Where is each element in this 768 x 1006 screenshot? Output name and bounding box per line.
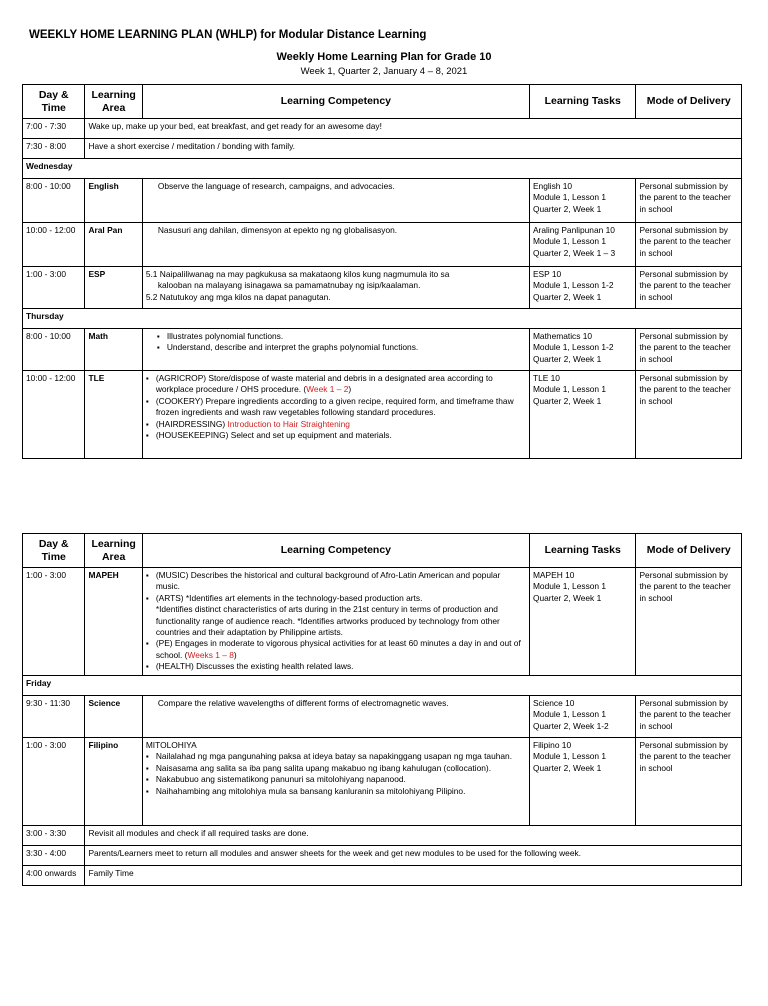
task-line: Module 1, Lesson 1 [532, 192, 607, 203]
col-header-competency: Learning Competency [142, 534, 529, 568]
task-line: Science 10 [532, 698, 575, 708]
task-line: Module 1, Lesson 1-2 [532, 280, 614, 291]
table-row [23, 846, 742, 866]
routine-text: Family Time [85, 866, 742, 886]
competency-text: ) [348, 384, 352, 395]
day-row [23, 159, 742, 179]
competency-text: kalooban na malayang isinagawa sa pamamatnubay ng isip/kaalaman. [157, 280, 421, 291]
task-line: TLE 10 [532, 373, 560, 383]
routine-text: Wake up, make up your bed, eat breakfast, and get ready for an awesome day! [85, 119, 742, 139]
table-row [23, 329, 742, 371]
table-row [23, 568, 742, 676]
learning-area-science: Science [85, 696, 142, 738]
competency-list [146, 751, 526, 797]
learning-area-english: English [85, 179, 142, 223]
time-cell: 8:00 - 10:00 [23, 329, 85, 371]
task-line: Module 1, Lesson 1 [532, 384, 607, 395]
time-cell: 7:30 - 8:00 [23, 139, 85, 159]
competency-cell [142, 568, 529, 676]
learning-area-esp: ESP [85, 267, 142, 309]
col-header-mode: Mode of Delivery [636, 85, 742, 119]
routine-text: Have a short exercise / meditation / bonding with family. [85, 139, 742, 159]
task-line: Module 1, Lesson 1 [532, 709, 607, 720]
time-cell: 1:00 - 3:00 [23, 738, 85, 826]
time-cell: 1:00 - 3:00 [23, 568, 85, 676]
competency-item: ▪ Naihahambing ang mitolohiya mula sa bansang kanluranin sa mitolohiyang Pilipino. [146, 786, 526, 797]
time-cell: 3:00 - 3:30 [23, 826, 85, 846]
competency-item: ▪ Nakabubuo ang sistematikong panunuri sa mitolohiyang napanood. [146, 774, 526, 785]
plan-table-1 [22, 84, 742, 459]
task-line: Araling Panlipunan 10 [532, 225, 615, 235]
mode-cell: Personal submission by the parent to the teacher in school [636, 738, 742, 826]
competency-cell [142, 696, 529, 738]
week-range-highlight: Week 1 – 2 [306, 384, 349, 395]
competency-text: Nasusuri ang dahilan, dimensyon at epekto ng ng globalisasyon. [157, 225, 398, 235]
competency-item [146, 593, 526, 639]
day-label-wednesday: Wednesday [23, 159, 742, 179]
col-header-time: Day & Time [23, 534, 85, 568]
competency-item: ▪ Understand, describe and interpret the graphs polynomial functions. [157, 342, 526, 353]
table-row [23, 371, 742, 459]
col-header-area: Learning Area [85, 534, 142, 568]
mode-cell: Personal submission by the parent to the teacher in school [636, 179, 742, 223]
time-cell: 10:00 - 12:00 [23, 371, 85, 459]
col-header-time: Day & Time [23, 85, 85, 119]
time-cell: 1:00 - 3:00 [23, 267, 85, 309]
day-label-friday: Friday [23, 676, 742, 696]
week-info: Week 1, Quarter 2, January 4 – 8, 2021 [300, 66, 468, 77]
competency-item: ▪ (HOUSEKEEPING) Select and set up equipment and materials. [146, 430, 526, 441]
task-line: Quarter 2, Week 1 [532, 762, 602, 773]
tasks-cell [529, 329, 636, 371]
col-header-mode: Mode of Delivery [636, 534, 742, 568]
competency-text: Observe the language of research, campaigns, and advocacies. [157, 181, 395, 191]
plan-title: Weekly Home Learning Plan for Grade 10 [276, 51, 492, 63]
task-line: Quarter 2, Week 1-2 [532, 720, 609, 731]
table-row [23, 866, 742, 886]
competency-cell [142, 738, 529, 826]
col-header-tasks: Learning Tasks [529, 534, 636, 568]
competency-list [146, 331, 526, 354]
time-cell: 10:00 - 12:00 [23, 223, 85, 267]
plan-table-2 [22, 533, 742, 886]
learning-area-aral-pan: Aral Pan [85, 223, 142, 267]
table-row [23, 826, 742, 846]
competency-item: ▪ (COOKERY) Prepare ingredients according to a given recipe, required form, and timeframe thaw frozen ingredients and wash raw vegetables following standard procedures. [146, 396, 526, 419]
competency-item: ▪ (MUSIC) Describes the historical and cultural background of Afro-Latin American and popular music. [146, 570, 526, 593]
task-line: Filipino 10 [532, 740, 572, 750]
competency-list [146, 570, 526, 673]
day-row [23, 676, 742, 696]
table-row [23, 696, 742, 738]
competency-item [146, 419, 526, 430]
week-range-highlight: Weeks 1 – 8 [187, 649, 234, 660]
task-line: Quarter 2, Week 1 [532, 353, 602, 364]
day-row [23, 309, 742, 329]
tasks-cell [529, 371, 636, 459]
competency-heading: MITOLOHIYA [145, 740, 197, 750]
time-cell: 3:30 - 4:00 [23, 846, 85, 866]
task-line: ESP 10 [532, 269, 562, 279]
competency-text: (ARTS) *Identifies art elements in the technology-based production arts. [155, 592, 423, 603]
table-row [23, 267, 742, 309]
competency-text: 5.1 Naipaliliwanag na may pagkukusa sa makataong kilos kung nagmumula ito sa [145, 269, 450, 279]
competency-item: ▪ Nailalahad ng mga pangunahing paksa at ideya batay sa napakinggang usapan ng mga tauhan. [146, 751, 526, 762]
tasks-cell [529, 568, 636, 676]
competency-cell [142, 223, 529, 267]
competency-item: ▪ Illustrates polynomial functions. [157, 331, 526, 342]
tasks-cell [529, 179, 636, 223]
table-header-row [23, 534, 742, 568]
competency-item: ▪ Naisasama ang salita sa iba pang salita upang makabuo ng ibang kahulugan (collocation). [146, 763, 526, 774]
mode-cell: Personal submission by the parent to the teacher in school [636, 329, 742, 371]
task-line: Module 1, Lesson 1 [532, 581, 607, 592]
table-row [23, 738, 742, 826]
learning-area-mapeh: MAPEH [85, 568, 142, 676]
mode-cell: Personal submission by the parent to the teacher in school [636, 223, 742, 267]
competency-text: ) [233, 649, 237, 660]
competency-item [146, 638, 526, 661]
competency-item: ▪ (HEALTH) Discusses the existing health related laws. [146, 661, 526, 672]
competency-text: 5.2 Natutukoy ang mga kilos na dapat panagutan. [145, 291, 331, 302]
tasks-cell [529, 696, 636, 738]
competency-text: (PE) Engages in moderate to vigorous physical activities for at least 60 minutes a day in and out of school. ( [155, 638, 521, 660]
competency-list [146, 373, 526, 441]
competency-cell [142, 329, 529, 371]
task-line: Mathematics 10 [532, 331, 593, 341]
learning-area-tle: TLE [85, 371, 142, 459]
col-header-competency: Learning Competency [142, 85, 529, 119]
time-cell: 9:30 - 11:30 [23, 696, 85, 738]
time-cell: 7:00 - 7:30 [23, 119, 85, 139]
table-header-row [23, 85, 742, 119]
table-row [23, 223, 742, 267]
time-cell: 4:00 onwards [23, 866, 85, 886]
task-line: Quarter 2, Week 1 – 3 [532, 247, 616, 258]
learning-area-math: Math [85, 329, 142, 371]
tasks-cell [529, 223, 636, 267]
tasks-cell [529, 738, 636, 826]
mode-cell: Personal submission by the parent to the teacher in school [636, 696, 742, 738]
task-line: Quarter 2, Week 1 [532, 395, 602, 406]
task-line: Module 1, Lesson 1 [532, 751, 607, 762]
col-header-tasks: Learning Tasks [529, 85, 636, 119]
competency-text: Compare the relative wavelengths of different forms of electromagnetic waves. [157, 698, 449, 708]
task-line: Module 1, Lesson 1 [532, 236, 607, 247]
document-title: WEEKLY HOME LEARNING PLAN (WHLP) for Modular Distance Learning [29, 29, 427, 41]
mode-cell: Personal submission by the parent to the teacher in school [636, 371, 742, 459]
table-row [23, 119, 742, 139]
task-line: Quarter 2, Week 1 [532, 203, 602, 214]
col-header-area: Learning Area [85, 85, 142, 119]
competency-text: (HAIRDRESSING) [155, 418, 228, 429]
day-label-thursday: Thursday [23, 309, 742, 329]
time-cell: 8:00 - 10:00 [23, 179, 85, 223]
competency-item [146, 373, 526, 396]
task-line: Quarter 2, Week 1 [532, 291, 602, 302]
task-line: Quarter 2, Week 1 [532, 592, 602, 603]
tasks-cell [529, 267, 636, 309]
table-row [23, 139, 742, 159]
task-line: English 10 [532, 181, 573, 191]
mode-cell: Personal submission by the parent to the teacher in school [636, 267, 742, 309]
competency-cell [142, 267, 529, 309]
competency-text: *Identifies distinct characteristics of arts during in the 21st century in terms of production and functionality range of audience reach. *Identifies artworks produced by technology from other countries and their adaptation by Philippine artists. [155, 604, 500, 638]
competency-cell [142, 179, 529, 223]
competency-cell [142, 371, 529, 459]
routine-text: Revisit all modules and check if all required tasks are done. [85, 826, 742, 846]
task-line: MAPEH 10 [532, 570, 575, 580]
table-row [23, 179, 742, 223]
learning-area-filipino: Filipino [85, 738, 142, 826]
routine-text: Parents/Learners meet to return all modules and answer sheets for the week and get new modules to be used for the following week. [85, 846, 742, 866]
mode-cell: Personal submission by the parent to the teacher in school [636, 568, 742, 676]
task-line: Module 1, Lesson 1-2 [532, 342, 614, 353]
competency-text: (AGRICROP) Store/dispose of waste material and debris in a designated area according to workplace procedure / OHS procedure. ( [155, 373, 493, 395]
topic-highlight: Introduction to Hair Straightening [227, 418, 350, 429]
